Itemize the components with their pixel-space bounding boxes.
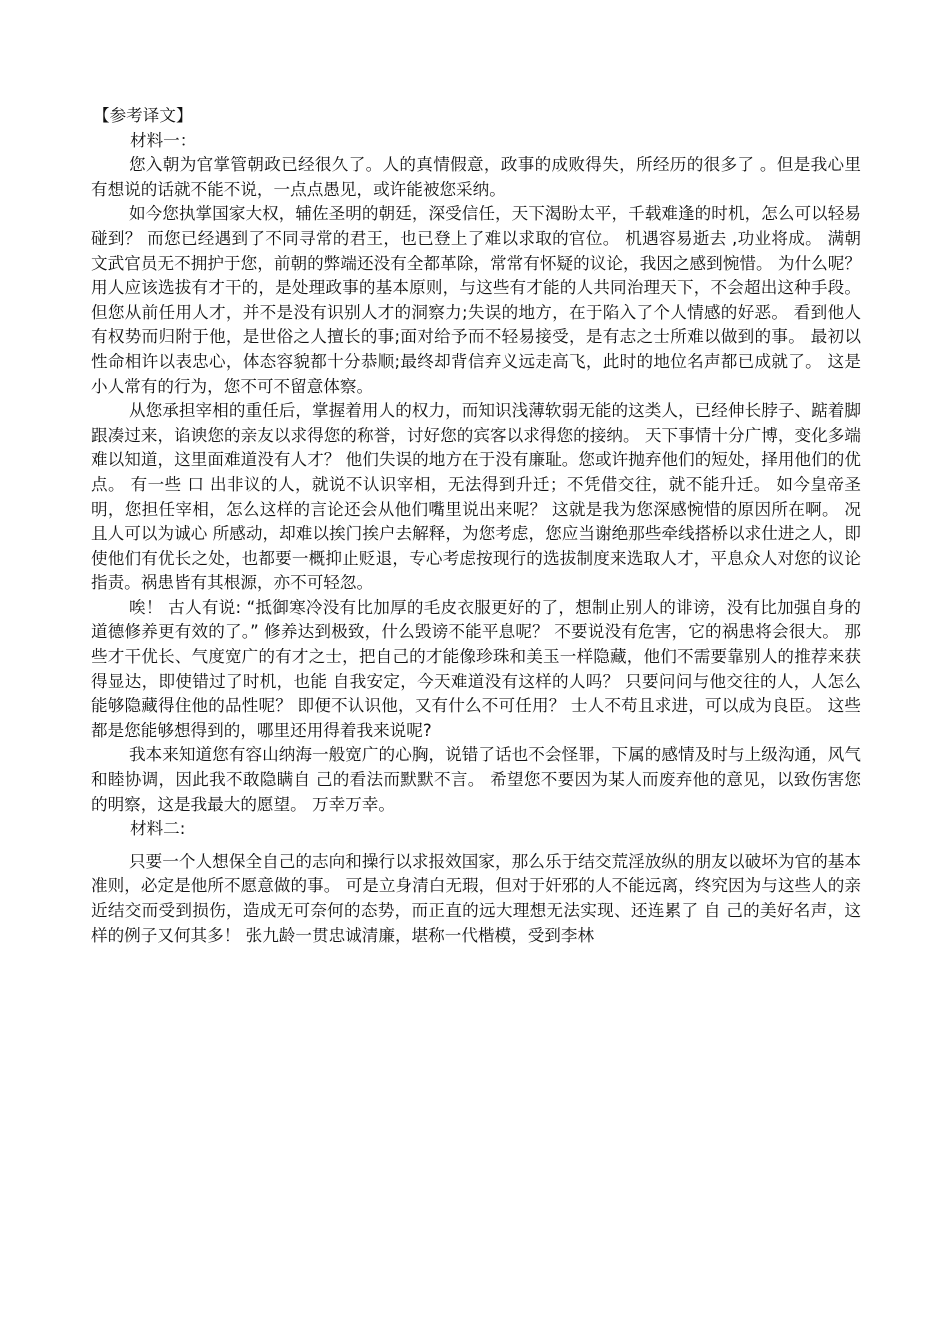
material-one-label: 材料一： <box>130 130 197 150</box>
reference-translation-heading: 【参考译文】 <box>93 106 193 125</box>
material-one-paragraph-1: 您入朝为官掌管朝政已经很久了。人的真情假意，政事的成败得失，所经历的很多了 。但是我心里有想说的话就不能不说，一点点愚见，或许能被您采纳。 <box>91 155 861 199</box>
document-page <box>91 104 861 948</box>
material-one-paragraph-2: 如今您执掌国家大权，辅佐圣明的朝廷，深受信任，天下渴盼太平，千载难逢的时机，怎么可以轻易碰到？ 而您已经遇到了不同寻常的君王，也已登上了难以求取的官位。 机遇容易逝去 ,功业将成。 满朝文武官员无不拥护于您，前朝的弊端还没有全都革除，常常有怀疑的议论，我因之感到惋惜。 为什么呢？ 用人应该选拔有才干的，是处理政事的基本原则，与这些有才能的人共同治理天下，不会超出这种手段。但您从前任用人才，并不是没有识别人才的洞察力;失误的地方，在于陷入了个人情感的好恶。 看到他人有权势而归附于他，是世俗之人擅长的事;面对给予而不轻易接受，是有志之士所难以做到的事。 最初以性命相许以表忠心，体态容貌都十分恭顺;最终却背信弃义远走高飞，此时的地位名声都已成就了。 这是小人常有的行为，您不可不留意体察。 <box>91 204 861 396</box>
material-two-label: 材料二: <box>130 819 186 839</box>
material-two-paragraph-1: 只要一个人想保全自己的志向和操行以求报效国家，那么乐于结交荒淫放纵的朋友以破坏为官的基本准则，必定是他所不愿意做的事。 可是立身清白无瑕，但对于奸邪的人不能远离，终究因为与这些人的亲近结交而受到损伤，造成无可奈何的态势，而正直的远大理想无法实现、还连累了 自 己的美好名声，这样的例子又何其多！ 张九龄一贯忠诚清廉，堪称一代楷模，受到李林 <box>91 851 861 945</box>
material-one-paragraph-5: 我本来知道您有容山纳海一般宽广的心胸，说错了话也不会怪罪，下属的感情及时与上级沟通，风气和睦协调，因此我不敢隐瞒自 己的看法而默默不言。 希望您不要因为某人而废弃他的意见，以致伤害您的明察，这是我最大的愿望。 万幸万幸。 <box>91 745 861 814</box>
material-one-paragraph-3: 从您承担宰相的重任后，掌握着用人的权力，而知识浅薄软弱无能的这类人，已经伸长脖子、踮着脚跟凑过来，谄谀您的亲友以求得您的称誉，讨好您的宾客以求得您的接纳。 天下事情十分广博，变化多端难以知道，这里面难道没有人才？ 他们失误的地方在于没有廉耻。您或许抛弃他们的短处，择用他们的优点。 有一些 口 出非议的人，就说不认识宰相，无法得到升迁；不凭借交往，就不能升迁。 如今皇帝圣明，您担任宰相，怎么这样的言论还会从他们嘴里说出来呢？ 这就是我为您深感惋惜的原因所在啊。 况且人可以为诚心 所感动，却难以挨门挨户去解释，为您考虑，您应当谢绝那些牵线搭桥以求仕进之人，即使他们有优长之处，也都要一概抑止贬退，专心考虑按现行的选拔制度来选取人才，平息众人对您的议论指责。祸患皆有其根源，亦不可轻忽。 <box>91 401 861 593</box>
material-one-paragraph-4: 唉！ 古人有说: “抵御寒冷没有比加厚的毛皮衣服更好的了，想制止别人的诽谤，没有比加强自身的道德修养更有效的了。” 修养达到极致，什么毁谤不能平息呢？ 不要说没有危害，它的祸患将会很大。 那些才干优长、气度宽广的有才之士，把自己的才能像珍珠和美玉一样隐藏，他们不需要靠别人的推荐来获得显达，即使错过了时机，也能 自我安定，今天难道没有这样的人吗？ 只要问问与他交往的人，人怎么能够隐藏得住他的品性呢？ 即便不认识他，又有什么不可任用？ 士人不苟且求进，可以成为良臣。 这些都是您能够想得到的，哪里还用得着我来说呢? <box>91 597 861 740</box>
